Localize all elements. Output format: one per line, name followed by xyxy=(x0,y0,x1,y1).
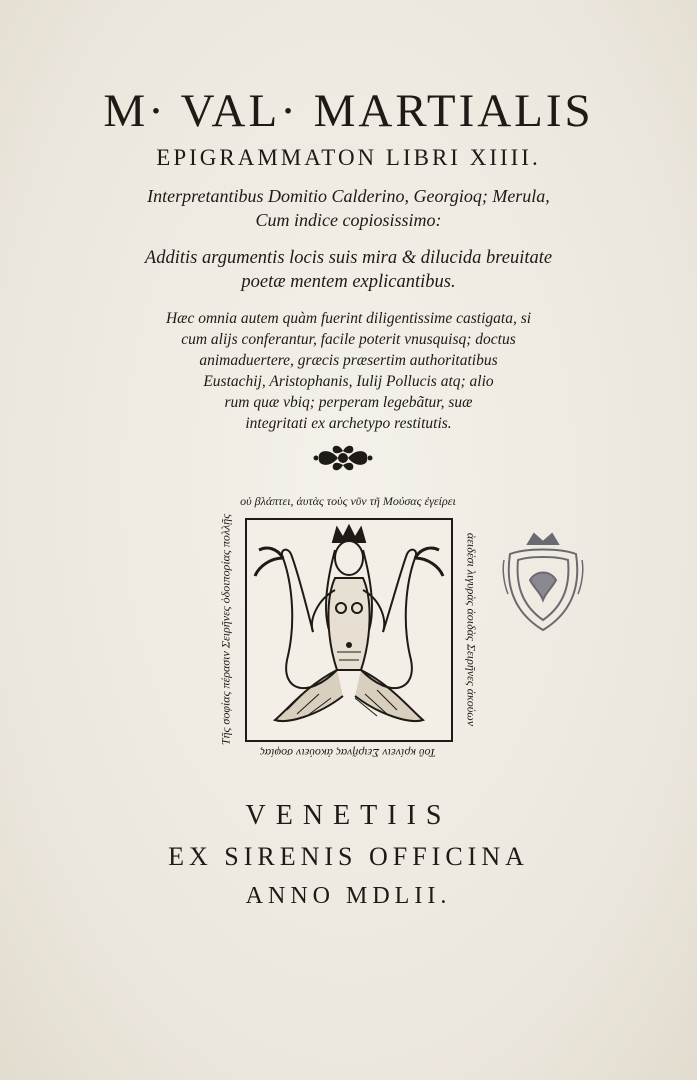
greek-border-left: Τῆς σοφίας πέρασιν Σειρῆνες ὁδοιπορίας πολλῇς xyxy=(218,513,233,746)
greek-border-bottom: Τοῦ κρίνειν Σειρῆνας ἀκούειν σοφίας xyxy=(259,746,437,760)
body-line: Eustachij, Aristophanis, Iulij Pollucis atq; alio xyxy=(203,373,494,390)
additis-line: Additis argumentis locis suis mira & dilucida breuitate xyxy=(144,248,553,268)
printer-device-woodcut xyxy=(245,518,453,742)
intro-line: Interpretantibus Domitio Calderino, Georgioq; Merula, xyxy=(147,186,550,206)
imprint-printer: EX SIRENIS OFFICINA xyxy=(168,842,529,871)
intro-line: Cum indice copiosissimo: xyxy=(255,210,442,230)
additis-line: poetæ mentem explicantibus. xyxy=(241,272,456,292)
siren-woodcut-icon xyxy=(247,520,451,740)
imprint-place: VENETIIS xyxy=(245,800,452,831)
body-line: Hæc omnia autem quàm fuerint diligentissime castigata, si xyxy=(165,310,532,327)
greek-border-top: οὐ βλάπτει, ἀυτὰς τοὺς νῦν τῆ Μούσας ἐγείρει xyxy=(240,494,456,508)
author-title: M· VAL· MARTIALIS xyxy=(103,85,594,137)
body-line: cum alijs conferantur, facile poterit vnusquisq; doctus xyxy=(181,331,516,348)
imprint-date: ANNO MDLII. xyxy=(245,883,452,909)
body-line: integritati ex archetypo restitutis. xyxy=(245,415,452,432)
body-line: rum quæ vbiq; perperam legebãtur, suæ xyxy=(224,394,473,411)
armorial-stamp-icon xyxy=(500,530,586,634)
greek-border-right: ἀειδέσι λιγυρὰς ἀοιδὰς Σειρῆνες ἀκούων xyxy=(464,532,479,727)
fleuron-ornament-icon xyxy=(313,441,373,475)
work-subtitle: EPIGRAMMATON LIBRI XIIII. xyxy=(156,145,541,170)
body-line: animaduertere, græcis præsertim authoritatibus xyxy=(199,352,498,369)
